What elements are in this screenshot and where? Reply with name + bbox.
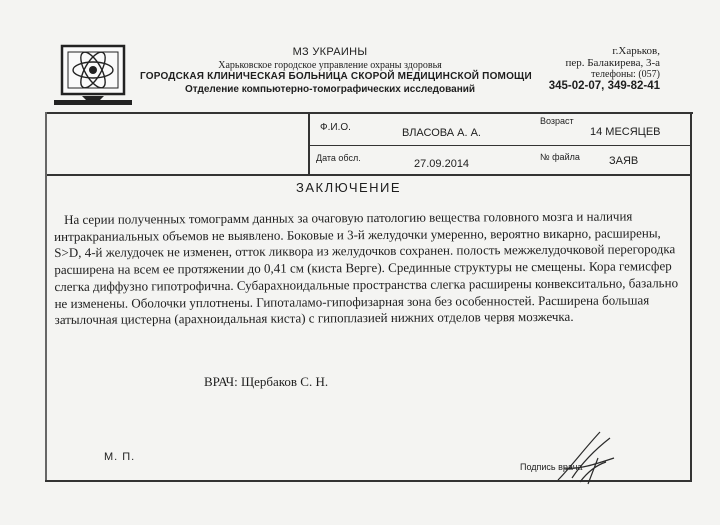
age-label: Возраст [540, 116, 574, 126]
stamp-placeholder: М. П. [104, 451, 136, 463]
doctor-line [204, 374, 328, 390]
phones: 345-02-07, 349-82-41 [548, 80, 660, 92]
date-label: Дата обсл. [316, 153, 361, 163]
city: г.Харьков, [612, 45, 660, 57]
form-middle-divider [308, 145, 690, 146]
doctor-signature-icon [550, 428, 620, 488]
patient-age: 14 МЕСЯЦЕВ [590, 126, 661, 138]
file-label: № файла [540, 152, 580, 162]
conclusion-text: На серии полученных томограмм данных за очаговую патологию вещества головного мозга и наличия интракраниальных объемов не выявлено. Боковые и 3-й желудочки умеренно, вероятно викарно, расширены, S>D, 4-й желудочек не изменен, отток ликвора из желудочков сохранен. полость межжелудочковой перегородка расширена на всем ее протяжении до 0,41 см (киста Верге). Срединные структуры не смещены. Кора гемисфер слегка диффузно гипотрофична. Субарахноидальные пространства слегка расширены конвекситально, базально не изменены. Оболочки уплотнены. Гипоталамо-гипофизарная зона без особенностей. Расширена большая затылочная цистерна (арахноидальная киста) с гипоплазией нижних отделов червя мозжечка. [54, 208, 679, 328]
conclusion-title: ЗАКЛЮЧЕНИЕ [296, 180, 402, 195]
signature-label: Подпись врача [520, 462, 583, 472]
form-vertical-divider [308, 114, 310, 174]
street: пер. Балакирева, 3-а [565, 57, 660, 69]
patient-name: ВЛАСОВА А. А. [402, 127, 481, 139]
doctor-label: ВРАЧ: [204, 374, 238, 389]
hospital-name: ГОРОДСКАЯ КЛИНИЧЕСКАЯ БОЛЬНИЦА СКОРОЙ МЕДИЦИНСКОЙ ПОМОЩИ [140, 71, 532, 82]
phones-label: телефоны: (057) [591, 69, 660, 80]
file-number: ЗАЯВ [609, 155, 639, 167]
exam-date: 27.09.2014 [414, 158, 470, 170]
left-frame-line [45, 112, 47, 482]
form-bottom-divider [45, 174, 690, 176]
header-divider [45, 112, 693, 114]
doctor-name: Щербаков С. Н. [240, 374, 329, 389]
ministry-name: МЗ УКРАИНЫ [292, 46, 368, 58]
division-name: Отделение компьютерно-томографических исследований [184, 84, 476, 95]
hospital-logo-icon [52, 44, 134, 106]
department-name: Харьковское городское управление охраны здоровья [218, 60, 442, 71]
name-label: Ф.И.О. [320, 122, 351, 133]
